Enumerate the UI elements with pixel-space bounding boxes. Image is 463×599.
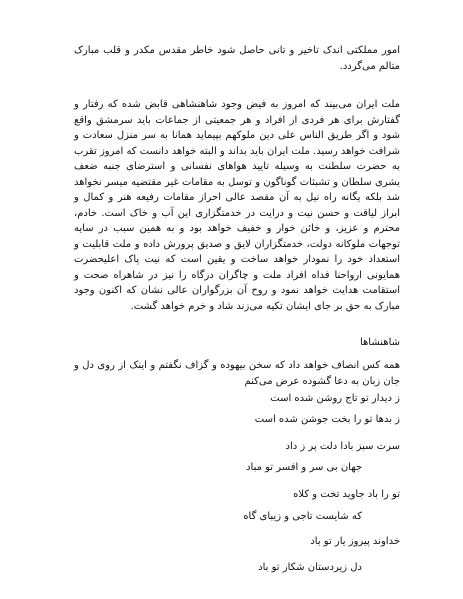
paragraph-prayer-intro: همه کس انصاف خواهد داد که سخن بیهوده و گزاف نگفتم و اینک از روی دل و جان زبان به دعا گشوده عرض می‌کنم <box>74 360 400 387</box>
paragraph-main: ملت ایران می‌بیند که امروز به فیض وجود شاهنشاهی قابض شده که رفتار و گفتارش برای هر فردی از افراد و هر جمعیتی از جماعات باید سرمشق واقع شود و اگر طریق الناس علی دین ملوکهم بپیماید همانا به سر منزل سعادت و شرافت خواهد رسید. ملت ایران باید بداند و البته خواهد دانست که امروز تقرب به حضرت سلطنت به وسیله تایید هواهای نفسانی و استرضای جنبه ضعف بشری سلطان و تشبثات گوناگون و توسل به مقامات غیر مقتضیه میسر نخواهد شد بلکه یگانه راه نیل به آن مقصد عالی احراز مقامات رفیعه هنر و کمال و ابراز لیاقت و حسن نیت و درایت در خدمتگزاری این آب و خاک است. خادم، محترم و عزیز، و خائن خوار و خفیف خواهد بود و به همین سبب در سایه توجهات ملوکانه دولت، خدمتگزاران لایق و صدیق پرورش داده و ملت قابلیت و استعداد خود را نمودار خواهد ساخت و یقین است که نیت پاک اعلیحضرت همایونی ارواحنا فداه افراد ملت و چاگران درگاه را نیز در شاهراه صحت و استقامت هدایت خواهد نمود و روح آن بزرگواران عالی نشان که اکنون وجود مبارک به حق بر جای ایشان تکیه می‌زند شاد و خرم خواهد گشت. <box>74 99 400 312</box>
address-heading: شاهنشاها <box>359 337 400 348</box>
verse-line-6: که شایست تاجی و زیبای گاه <box>243 511 362 522</box>
paragraph-opening: امور مملکتی اندک تاخیر و تانی حاصل شود خاطر مقدس مکدر و قلب مبارک متالم می‌گردد. <box>74 45 400 72</box>
verse-line-4: جهان بی سر و افسر تو مباد <box>246 462 362 473</box>
verse-line-1: ز دیدار تو تاج روشن شده است <box>270 393 400 404</box>
verse-line-5: تو را باد جاوید تخت و کلاه <box>293 489 400 500</box>
verse-line-7: خداوند پیروز یار تو باد <box>310 536 400 547</box>
verse-line-2: ز بدها تو را بخت جوشن شده است <box>254 414 400 425</box>
verse-line-3: سرت سبز بادا دلت پر ز داد <box>285 441 400 452</box>
verse-line-8: دل زیردستان شکار تو باد <box>258 562 362 573</box>
